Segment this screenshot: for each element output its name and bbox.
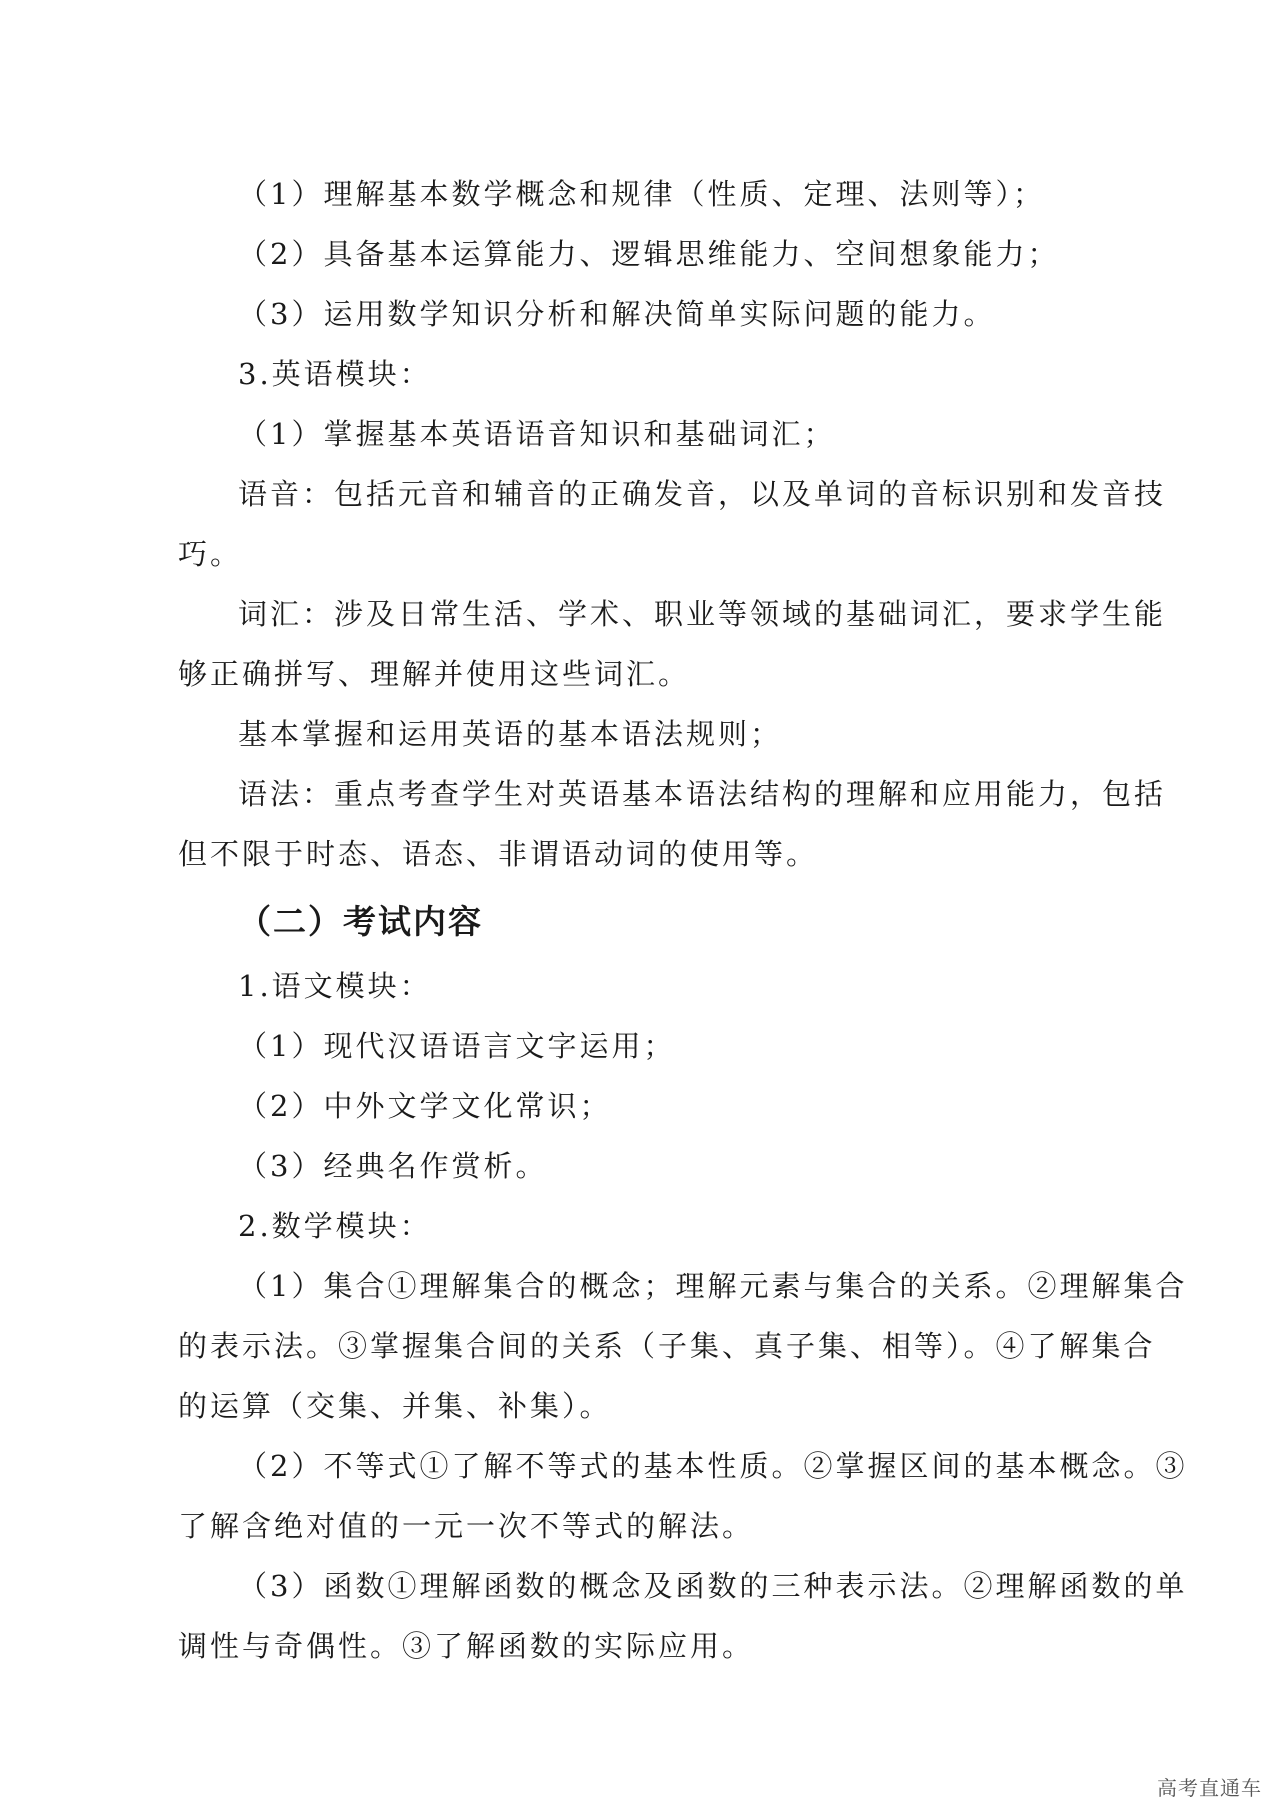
set-line-3: 的运算（交集、并集、补集）。 <box>178 1389 612 1423</box>
pronunciation-line-1: 语音：包括元音和辅音的正确发音，以及单词的音标识别和发音技 <box>238 477 1167 511</box>
pronunciation-line-2: 巧。 <box>178 537 243 571</box>
math-module-title: 2.数学模块： <box>238 1209 432 1243</box>
english-module-title: 3.英语模块： <box>238 357 432 391</box>
function-line-2: 调性与奇偶性。③了解函数的实际应用。 <box>178 1629 755 1663</box>
grammar-intro: 基本掌握和运用英语的基本语法规则； <box>238 717 783 751</box>
watermark-text: 高考直通车 <box>1157 1776 1262 1800</box>
math-objective-1: （1）理解基本数学概念和规律（性质、定理、法则等）； <box>238 177 1045 211</box>
chinese-item-1: （1）现代汉语语言文字运用； <box>238 1029 676 1063</box>
section-heading-exam-content: （二）考试内容 <box>238 902 483 941</box>
vocab-line-1: 词汇：涉及日常生活、学术、职业等领域的基础词汇，要求学生能 <box>238 597 1167 631</box>
grammar-line-2: 但不限于时态、语态、非谓语动词的使用等。 <box>178 837 819 871</box>
chinese-item-3: （3）经典名作赏析。 <box>238 1149 548 1183</box>
set-line-1: （1）集合①理解集合的概念；理解元素与集合的关系。②理解集合 <box>238 1269 1188 1303</box>
function-line-1: （3）函数①理解函数的概念及函数的三种表示法。②理解函数的单 <box>238 1569 1188 1603</box>
chinese-item-2: （2）中外文学文化常识； <box>238 1089 612 1123</box>
set-line-2: 的表示法。③掌握集合间的关系（子集、真子集、相等）。④了解集合 <box>178 1329 1156 1363</box>
math-objective-3: （3）运用数学知识分析和解决简单实际问题的能力。 <box>238 297 996 331</box>
inequality-line-1: （2）不等式①了解不等式的基本性质。②掌握区间的基本概念。③ <box>238 1449 1188 1483</box>
english-item-1: （1）掌握基本英语语音知识和基础词汇； <box>238 417 836 451</box>
math-objective-2: （2）具备基本运算能力、逻辑思维能力、空间想象能力； <box>238 237 1060 271</box>
grammar-line-1: 语法：重点考查学生对英语基本语法结构的理解和应用能力，包括 <box>238 777 1167 811</box>
chinese-module-title: 1.语文模块： <box>238 969 432 1003</box>
inequality-line-2: 了解含绝对值的一元一次不等式的解法。 <box>178 1509 755 1543</box>
vocab-line-2: 够正确拼写、理解并使用这些词汇。 <box>178 657 691 691</box>
